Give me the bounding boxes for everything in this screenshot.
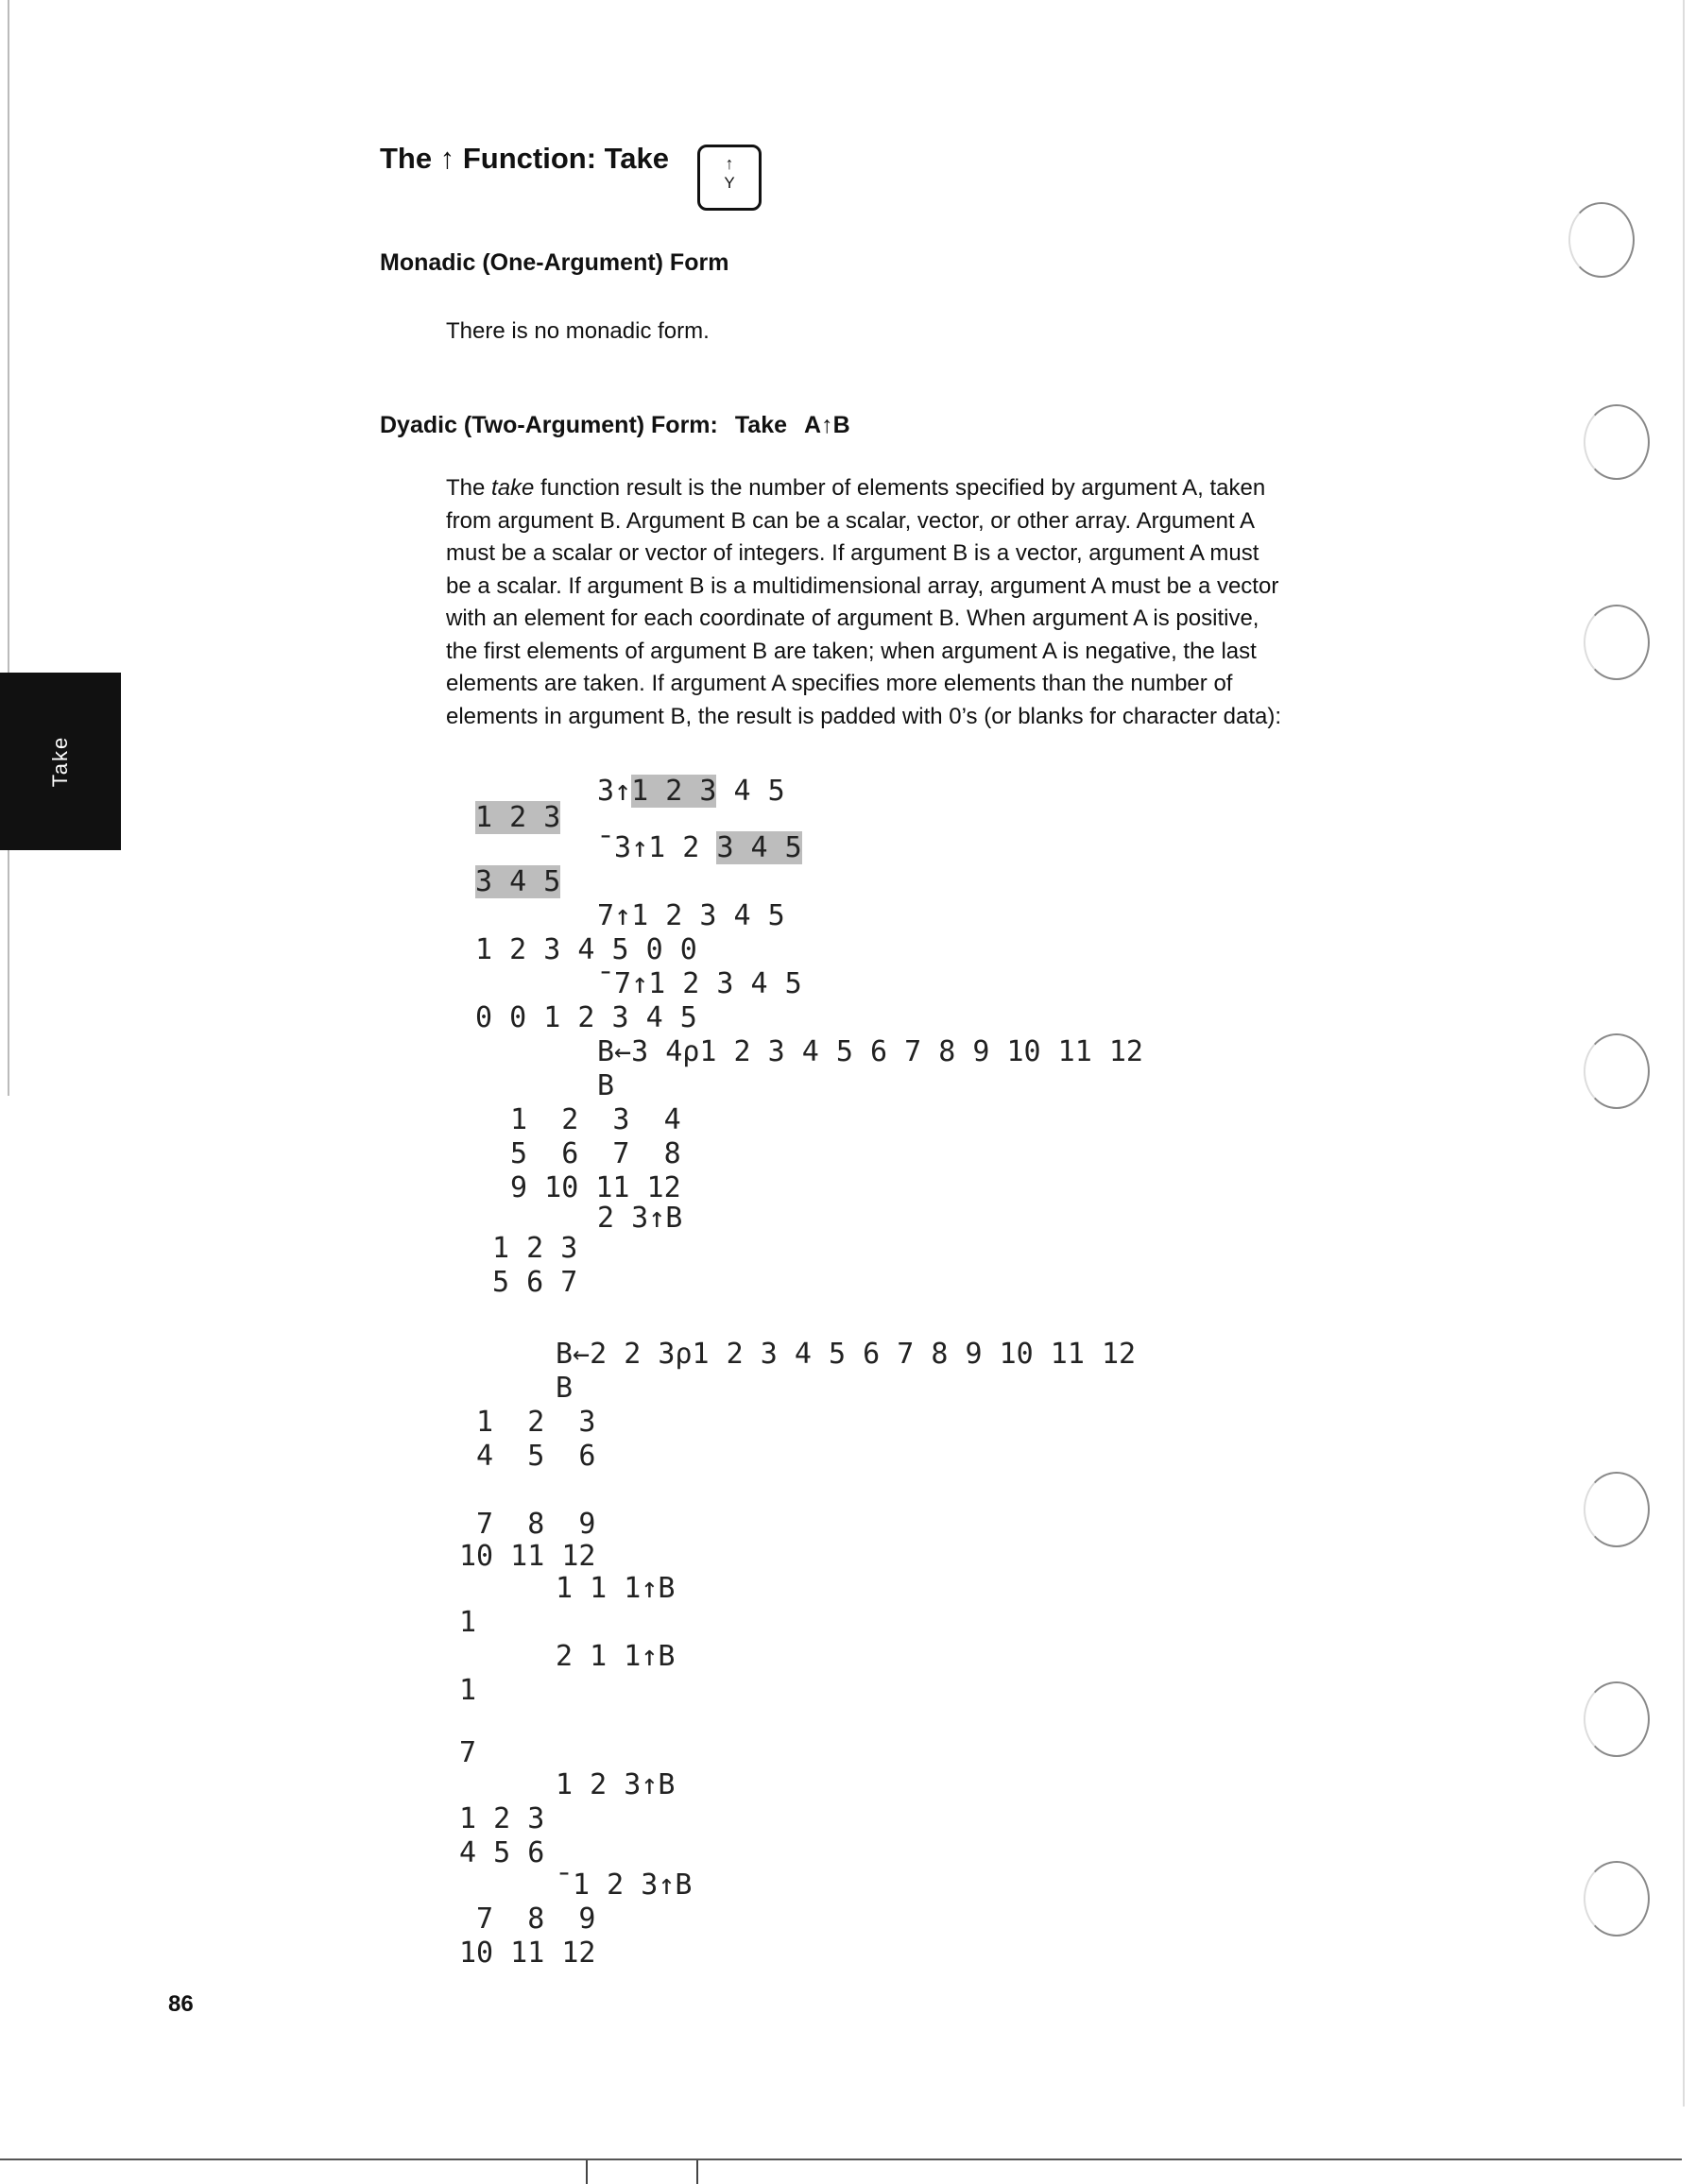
code-input: 3↑1 2 3 4 5: [597, 775, 785, 808]
binder-hole: [1584, 1472, 1650, 1547]
monadic-heading: Monadic (One-Argument) Form: [380, 249, 729, 276]
dyadic-heading-name: Take: [734, 412, 788, 438]
dyadic-heading: [380, 412, 850, 439]
description-paragraph: [446, 472, 1281, 733]
paragraph-line: must be a scalar or vector of integers. If argument B is a vector, argument A must: [446, 540, 1259, 566]
code-output: [475, 865, 560, 899]
code-input: 7↑1 2 3 4 5: [597, 899, 785, 932]
code-output: 5 6 7: [475, 1266, 578, 1299]
paragraph-line: The take function result is the number of elements specified by argument A, taken: [446, 475, 1266, 501]
highlighted-result: 3 4 5: [475, 865, 561, 898]
highlighted-elements: 1 2 3: [631, 775, 717, 808]
code-output: 1 2 3 4 5 0 0: [475, 933, 697, 966]
code-input: ¯7↑1 2 3 4 5: [597, 967, 802, 1000]
code-output: 7: [459, 1736, 477, 1769]
code-output: 5 6 7 8: [493, 1137, 681, 1170]
left-margin-rule: [8, 0, 9, 1096]
right-margin-rule: [1683, 0, 1685, 2107]
binder-hole: [1584, 404, 1650, 480]
code-input: ¯3↑1 2 3 4 5: [597, 831, 802, 864]
paragraph-line: the first elements of argument B are taken; when argument A is negative, the last: [446, 638, 1257, 664]
bottom-tick: [586, 2160, 588, 2184]
code-output: 1: [459, 1606, 477, 1639]
paragraph-line: be a scalar. If argument B is a multidimensional array, argument A must be a vector: [446, 572, 1279, 599]
code-output: 7 8 9: [459, 1508, 596, 1541]
bottom-tick: [696, 2160, 698, 2184]
binder-hole: [1584, 1681, 1650, 1757]
binder-hole: [1584, 1033, 1650, 1109]
dyadic-heading-label: Dyadic (Two-Argument) Form:: [380, 412, 718, 438]
paragraph-line: from argument B. Argument B can be a scalar, vector, or other array. Argument A: [446, 507, 1255, 534]
binder-hole: [1584, 1861, 1650, 1937]
code-input: B: [556, 1372, 574, 1405]
section-tab: [0, 673, 121, 850]
bottom-rule: [0, 2158, 1682, 2160]
section-tab-label: Take: [48, 735, 72, 788]
keycap-bottom-symbol: Y: [724, 174, 735, 192]
code-input: B←3 4⍴1 2 3 4 5 6 7 8 9 10 11 12: [597, 1035, 1143, 1068]
code-input: B←2 2 3⍴1 2 3 4 5 6 7 8 9 10 11 12: [556, 1338, 1137, 1371]
code-output: 10 11 12: [459, 1937, 596, 1970]
code-output: 7 8 9: [459, 1902, 596, 1936]
code-output: 10 11 12: [459, 1540, 596, 1573]
paragraph-line: elements are taken. If argument A specifies more elements than the number of: [446, 671, 1233, 696]
code-output: 9 10 11 12: [493, 1171, 681, 1204]
code-input: ¯1 2 3↑B: [556, 1868, 693, 1902]
code-output: 1 2 3: [459, 1406, 596, 1439]
code-output: 1 2 3: [459, 1802, 545, 1835]
code-input: 2 1 1↑B: [556, 1640, 676, 1673]
code-input: 2 3↑B: [597, 1202, 683, 1235]
code-output: 1 2 3 4: [493, 1103, 681, 1136]
binder-hole: [1584, 605, 1650, 680]
paragraph-line: elements in argument B, the result is padded with 0’s (or blanks for character data):: [446, 703, 1282, 729]
code-input: 1 1 1↑B: [556, 1572, 676, 1605]
code-output: 1 2 3: [475, 1232, 578, 1265]
page-number: 86: [168, 1991, 194, 2017]
code-output: [475, 801, 560, 835]
binder-hole: [1568, 202, 1635, 278]
keycap-icon: [697, 145, 762, 211]
highlighted-result: 1 2 3: [475, 801, 561, 834]
code-input: B: [597, 1069, 615, 1102]
code-input: 1 2 3↑B: [556, 1768, 676, 1801]
code-output: 1: [459, 1674, 477, 1707]
paragraph-line: with an element for each coordinate of argument B. When argument A is positive,: [446, 606, 1259, 631]
emphasis-take: take: [491, 475, 535, 501]
page-title: The ↑ Function: Take: [380, 142, 669, 175]
code-output: 0 0 1 2 3 4 5: [475, 1001, 697, 1034]
highlighted-elements: 3 4 5: [716, 831, 802, 864]
monadic-text: There is no monadic form.: [446, 318, 710, 344]
keycap-top-symbol: ↑: [725, 154, 734, 173]
code-output: 4 5 6: [459, 1440, 596, 1473]
code-output: 4 5 6: [459, 1836, 545, 1869]
dyadic-heading-expr: A↑B: [804, 412, 850, 438]
